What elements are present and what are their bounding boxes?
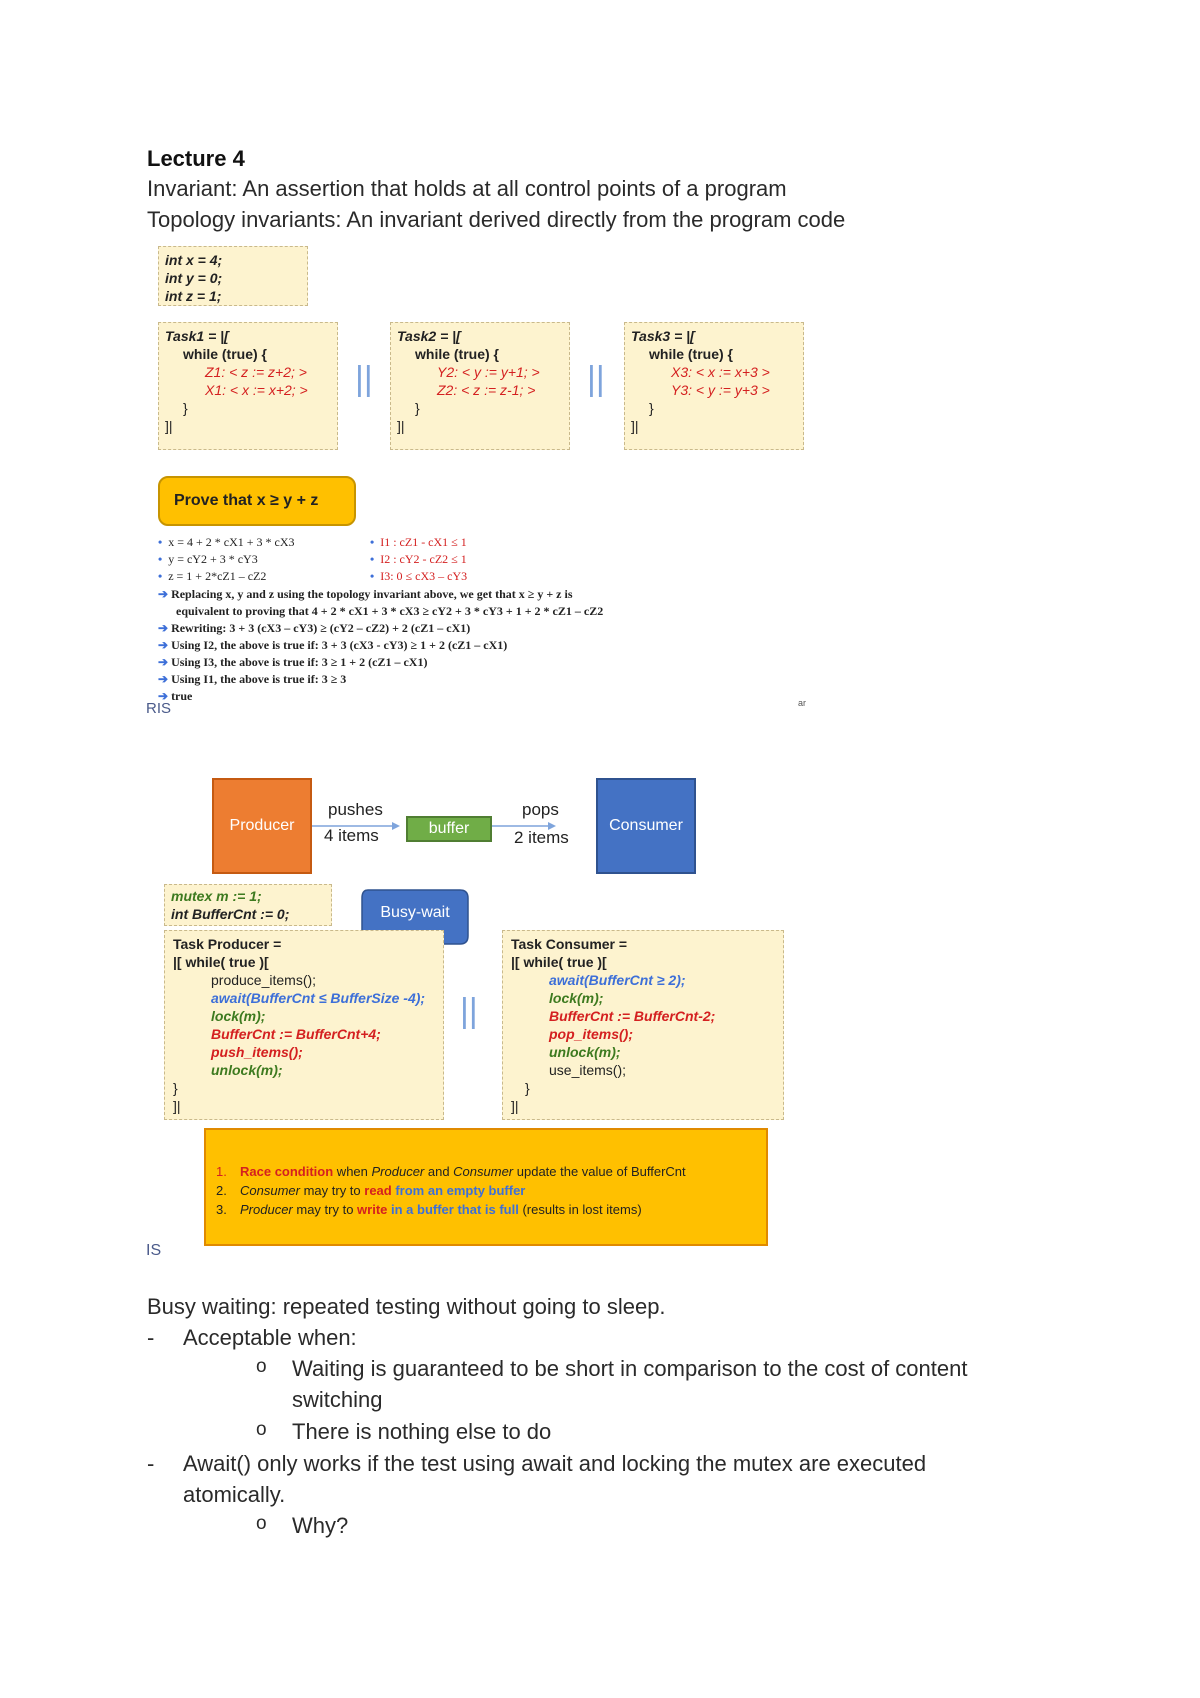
consumer-line-update: BufferCnt := BufferCnt-2; [549,1008,716,1024]
pushes-label: pushes [328,800,383,819]
task2-line2: Z2: < z := z-1; > [437,382,536,398]
decl-x: int x = 4; [165,252,223,268]
consumer-line-lock: lock(m); [549,990,604,1006]
task2-close: ]| [397,418,405,434]
producer-while: |[ while( true )[ [173,954,269,970]
why-question: Why? [292,1513,349,1538]
consumer-line-unlock: unlock(m); [549,1044,621,1060]
parallel-operator-1: || [355,360,373,398]
prove-goal-box: Prove that x ≥ y + z [158,476,356,526]
decl-y: int y = 0; [165,270,223,286]
parallel-operator-2: || [587,360,605,398]
producer-close: ]| [173,1098,181,1114]
consumer-task-box [502,930,784,1120]
task1-close: ]| [165,418,173,434]
def-y: y = cY2 + 3 * cY3 [168,552,258,566]
invariant-i2: I2 : cY2 - cZ2 ≤ 1 [380,552,467,566]
parallel-operator-3: || [460,992,478,1030]
o-bullet-3: o [256,1513,267,1534]
decl-z: int z = 1; [165,288,222,304]
task3-while: while (true) { [649,346,734,362]
task1-line2: X1: < x := x+2; > [205,382,308,398]
slide-topology-invariants [146,238,810,717]
issue-1: 1. Race condition when Producer and Consumer update the value of BufferCnt [216,1164,686,1179]
decl-buffercnt: int BufferCnt := 0; [171,906,290,922]
dash-bullet-2: - [147,1451,155,1476]
two-items-label: 2 items [514,828,569,847]
task3-line2: Y3: < y := y+3 > [671,382,770,398]
task1-close-brace: } [183,400,188,416]
consumer-line-await: await(BufferCnt ≥ 2); [549,972,686,988]
buffer-box: buffer [406,816,492,842]
slide-footer-fragment: RIS [146,700,172,717]
producer-task-box [164,930,444,1120]
producer-line-update: BufferCnt := BufferCnt+4; [211,1026,381,1042]
four-items-label: 4 items [324,826,379,845]
busy-wait-label: Busy-wait [380,904,450,921]
nothing-else: There is nothing else to do [292,1419,552,1444]
lecture-title: Lecture 4 [147,146,245,171]
producer-line-unlock: unlock(m); [211,1062,283,1078]
await-atomic: Await() only works if the test using await and locking the mutex are executed [183,1451,927,1476]
consumer-box: Consumer [596,778,696,874]
invariants-list: • I1 : cZ1 - cX1 ≤ 1 • I2 : cY2 - cZ2 ≤ 1 • I3: 0 ≤ cX3 – cY3 [370,535,468,583]
task3-close: ]| [631,418,639,434]
consumer-line-use: use_items(); [549,1062,627,1078]
pops-label: pops [522,800,559,819]
consumer-close-brace: } [525,1080,530,1096]
issue-3: 3. Producer may try to write in a buffer that is full (results in lost items) [216,1202,642,1217]
task1-while: while (true) { [183,346,268,362]
slide-producer-consumer [146,770,790,1260]
def-z: z = 1 + 2*cZ1 – cZ2 [168,569,267,583]
issues-box [204,1128,768,1246]
proof-step-3: Using I2, the above is true if: 3 + 3 (cX3 - cY3) ≥ 1 + 2 (cZ1 – cX1) [171,638,508,652]
definitions-list: • x = 4 + 2 * cX1 + 3 * cX3 • y = cY2 + 3 * cY3 • z = 1 + 2*cZ1 – cZ2 [158,535,295,583]
issue-2: 2. Consumer may try to read from an empty buffer [216,1183,526,1198]
producer-line-await: await(BufferCnt ≤ BufferSize -4); [211,990,426,1006]
dash-bullet-1: - [147,1325,155,1350]
proof-step-1b: equivalent to proving that 4 + 2 * cX1 + 3 * cX3 ≥ cY2 + 3 * cY3 + 1 + 2 * cZ1 – cZ2 [176,604,604,618]
producer-line-produce: produce_items(); [211,972,317,988]
producer-line-push: push_items(); [211,1044,303,1060]
task3-line1: X3: < x := x+3 > [671,364,770,380]
producer-box: Producer [212,778,312,874]
variable-declarations [158,246,308,306]
acceptable-when: Acceptable when: [183,1325,357,1350]
producer-task-head: Task Producer = [173,936,282,952]
slide2-footer-fragment: IS [146,1242,162,1259]
task2-close-brace: } [415,400,420,416]
task2-line1: Y2: < y := y+1; > [437,364,540,380]
consumer-line-pop: pop_items(); [549,1026,633,1042]
waiting-short: Waiting is guaranteed to be short in comparison to the cost of content [292,1356,968,1381]
proof-step-5: Using I1, the above is true if: 3 ≥ 3 [171,672,347,686]
invariant-i3: I3: 0 ≤ cX3 – cY3 [380,569,468,583]
o-bullet-1: o [256,1356,267,1377]
def-x: x = 4 + 2 * cX1 + 3 * cX3 [168,535,295,549]
task1-line1: Z1: < z := z+2; > [205,364,307,380]
task2-while: while (true) { [415,346,500,362]
invariant-i1: I1 : cZ1 - cX1 ≤ 1 [380,535,467,549]
task3-box [624,322,804,450]
shared-declarations [164,884,332,926]
consumer-close: ]| [511,1098,519,1114]
topology-invariant-definition: Topology invariants: An invariant derived directly from the program code [147,207,846,232]
producer-close-brace: } [173,1080,178,1096]
producer-line-lock: lock(m); [211,1008,266,1024]
consumer-while: |[ while( true )[ [511,954,607,970]
task1-head: Task1 = |[ [165,328,229,344]
task2-head: Task2 = |[ [397,328,461,344]
task3-close-brace: } [649,400,654,416]
invariant-definition: Invariant: An assertion that holds at all control points of a program [147,176,787,201]
proof-step-2: Rewriting: 3 + 3 (cX3 – cY3) ≥ (cY2 – cZ2) + 2 (cZ1 – cX1) [171,621,471,635]
waiting-short-cont: switching [292,1387,383,1412]
task1-box [158,322,338,450]
consumer-task-head: Task Consumer = [511,936,628,952]
proof-step-6: true [171,689,193,703]
task3-head: Task3 = |[ [631,328,695,344]
busy-waiting-definition: Busy waiting: repeated testing without going to sleep. [147,1294,666,1319]
slide-footer-fragment-right: ar [798,698,807,708]
await-atomic-cont: atomically. [183,1482,286,1507]
proof-steps: ➔ Replacing x, y and z using the topology invariant above, we get that x ≥ y + z is equivalent to proving that 4 + 2 * cX1 + 3 * cX3 ≥ cY2 + 3 * cY3 + 1 + 2 * cZ1 – cZ2 ➔ Rewriting: 3 + 3 (cX3 – cY3) ≥ (cY2 – cZ2) + 2 (cZ1 – cX1) ➔ Using I2, the above is true if: 3 + 3 (cX3 - cY3) ≥ 1 + 2 (cZ1 – cX1) ➔ Using I3, the above is true if: 3 ≥ 1 + 2 (cZ1 – cX1) ➔ Using I1, the above is true if: 3 ≥ 3 ➔ true [158,587,604,703]
proof-step-4: Using I3, the above is true if: 3 ≥ 1 + 2 (cZ1 – cX1) [171,655,428,669]
proof-step-1: Replacing x, y and z using the topology invariant above, we get that x ≥ y + z is [171,587,573,601]
task2-box [390,322,570,450]
o-bullet-2: o [256,1419,267,1440]
decl-mutex: mutex m := 1; [171,888,262,904]
